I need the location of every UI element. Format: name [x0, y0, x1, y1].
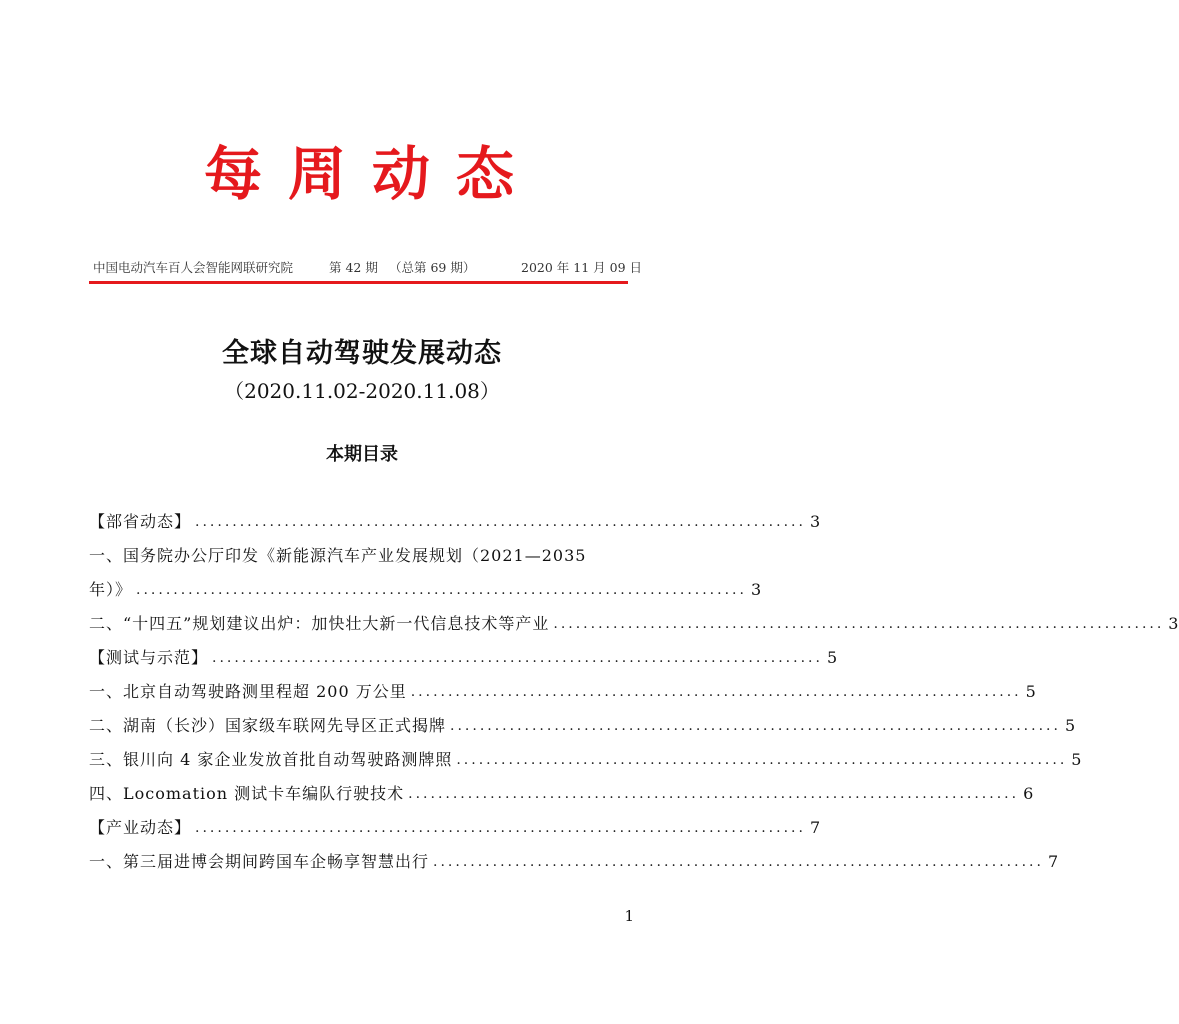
toc-entry[interactable] — [89, 539, 763, 607]
toc-entry-page: 3 — [750, 580, 763, 599]
toc-entry-page: 3 — [809, 512, 822, 531]
toc-entry-label: 【测试与示范】 — [89, 648, 209, 667]
header-divider — [89, 281, 628, 284]
toc-leader-dots: .................................................................................. — [450, 718, 1061, 734]
toc-entry[interactable] — [89, 811, 822, 845]
masthead-title: 每周动态 — [203, 140, 540, 208]
toc-entry-page: 6 — [1023, 784, 1035, 803]
toc-leader-dots: .................................................................................. — [553, 616, 1165, 632]
toc-entry-page: 7 — [1047, 852, 1060, 871]
report-title: 全球自动驾驶发展动态 — [222, 338, 502, 369]
toc-leader-dots: .................................................................................. — [408, 786, 1020, 802]
toc-entry-label: 一、国务院办公厅印发《新能源汽车产业发展规划（2021—2035 — [89, 546, 587, 565]
toc-entry-page: 5 — [1064, 716, 1077, 735]
toc-entry-page: 5 — [1071, 750, 1083, 769]
toc-entry-label: 一、北京自动驾驶路测里程超 200 万公里 — [89, 682, 407, 701]
toc-entry[interactable] — [89, 505, 822, 539]
report-date-range: （2020.11.02-2020.11.08） — [224, 379, 500, 403]
toc-leader-dots: .................................................................................. — [195, 820, 806, 836]
toc-leader-dots: .................................................................................. — [136, 582, 747, 598]
toc-entry[interactable] — [89, 607, 1179, 641]
issue-number: 第 42 期 — [329, 260, 378, 275]
toc-entry-label: 【部省动态】 — [89, 512, 192, 531]
toc-entry-label: 【产业动态】 — [89, 818, 192, 837]
toc-entry-label: 三、银川向 4 家企业发放首批自动驾驶路测牌照 — [89, 750, 453, 769]
toc-leader-dots: .................................................................................. — [456, 752, 1068, 768]
toc-entry-label: 二、“十四五”规划建议出炉：加快壮大新一代信息技术等产业 — [89, 614, 550, 633]
table-of-contents — [89, 505, 1179, 879]
toc-entry-page: 3 — [1168, 614, 1179, 633]
toc-leader-dots: .................................................................................. — [410, 684, 1022, 700]
toc-entry-label-continued: 年）》 — [89, 580, 133, 599]
toc-entry[interactable] — [89, 675, 1037, 709]
toc-entry[interactable] — [89, 743, 1083, 777]
toc-leader-dots: .................................................................................. — [212, 650, 823, 666]
toc-entry-page: 7 — [809, 818, 822, 837]
toc-leader-dots: .................................................................................. — [195, 514, 806, 530]
toc-heading: 本期目录 — [326, 444, 398, 465]
toc-entry-label: 二、湖南（长沙）国家级车联网先导区正式揭牌 — [89, 716, 447, 735]
toc-entry-label: 四、Locomation 测试卡车编队行驶技术 — [89, 784, 405, 803]
toc-entry[interactable] — [89, 641, 839, 675]
toc-entry-page: 5 — [826, 648, 839, 667]
page-number: 1 — [624, 907, 634, 925]
issue-date: 2020 年 11 月 09 日 — [521, 260, 642, 275]
toc-entry[interactable] — [89, 709, 1077, 743]
toc-entry-page: 5 — [1025, 682, 1037, 701]
toc-entry[interactable] — [89, 777, 1035, 811]
toc-entry-label: 一、第三届进博会期间跨国车企畅享智慧出行 — [89, 852, 430, 871]
toc-leader-dots: .................................................................................. — [433, 854, 1044, 870]
total-issue-number: （总第 69 期） — [389, 260, 476, 275]
org-name: 中国电动汽车百人会智能网联研究院 — [93, 260, 294, 275]
toc-entry[interactable] — [89, 845, 1060, 879]
